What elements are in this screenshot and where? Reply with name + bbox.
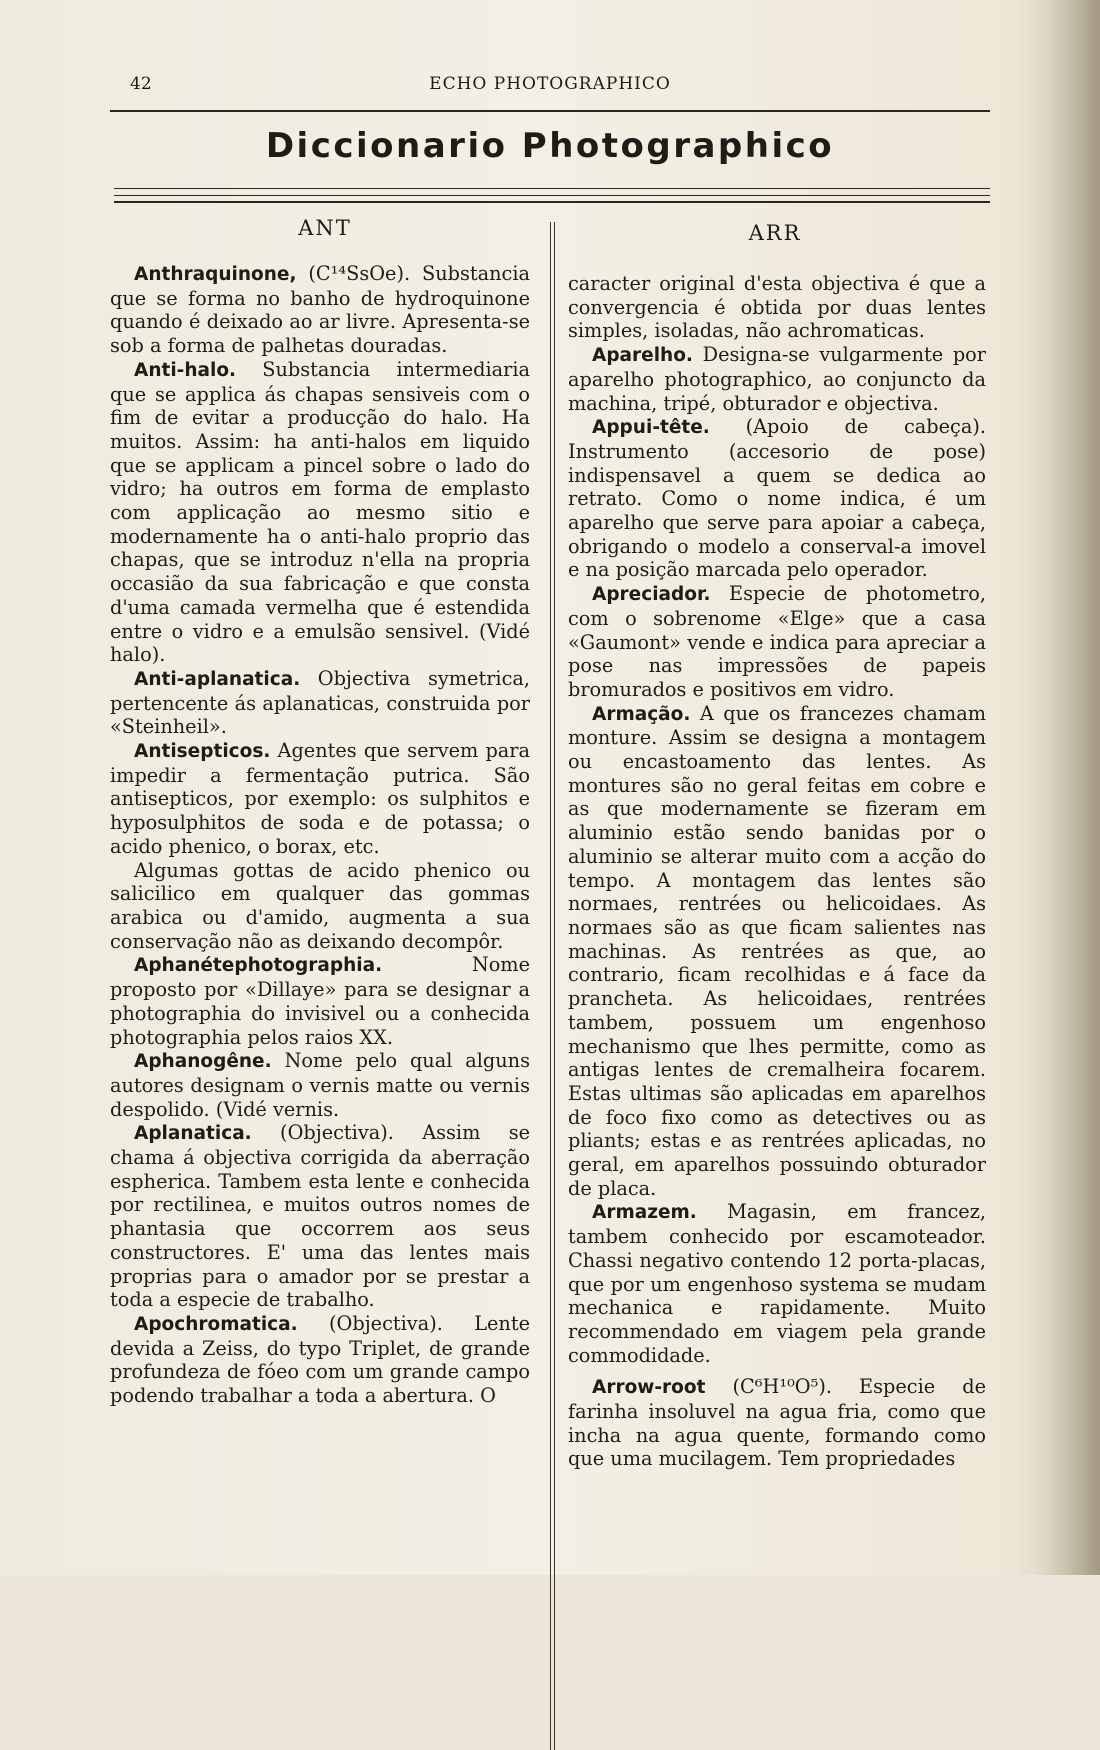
title-rule-top bbox=[114, 188, 990, 189]
entry-term: Apochromatica. bbox=[134, 1313, 298, 1335]
dictionary-paragraph bbox=[110, 859, 530, 954]
entry-text: Nome pelo qual alguns autores designam o vernis matte ou vernis despolido. (Vidé vernis. bbox=[110, 1049, 530, 1121]
entry-text: A que os francezes chamam monture. Assim se designa a montagem ou encastoamento das lentes. As montures são no geral feitas em cobre e as que modernamente se fizeram em aluminio estão sendo banidas por o aluminio se alterar muito com a acção do tempo. A montagem das lentes são normaes, rentrées ou helicoidaes. As normaes são as que ficam salientes nas machinas. As rentrées as que, ao contrario, ficam recolhidas e á face da prancheta. As helicoidaes, rentrées tambem, possuem um engenhoso mechanismo que lhes permitte, como as antigas lentes de cremalheira focarem. Estas ultimas são aplicadas em aparelhos de foco fixo como as detectives ou as pliants; estas e as rentrées aplicadas, no geral, em aparelhos possuindo obturador de placa. bbox=[568, 701, 986, 1200]
entry-term: Armazem. bbox=[592, 1202, 697, 1224]
entry-text: (Objectiva). Lente devida a Zeiss, do typo Triplet, de grande profundeza de fóeo com um grande campo podendo trabalhar a toda a abertura. O bbox=[110, 1311, 530, 1408]
page-header bbox=[110, 74, 990, 100]
entry-term: Apreciador. bbox=[592, 584, 711, 606]
column-divider-inner bbox=[554, 222, 555, 1750]
dictionary-entry bbox=[110, 1049, 530, 1121]
entry-term: Aphanogêne. bbox=[134, 1051, 272, 1073]
entry-text: (Objectiva). Assim se chama á objectiva corrigida da aberração espherica. Tambem esta lente e conhecida por rectilinea, e muitos outros nomes de phantasia que occorrem aos seus constructores. E' uma das lentes mais proprias para o amador por se prestar a toda a especie de trabalho. bbox=[110, 1121, 530, 1312]
entry-term: Antisepticos. bbox=[134, 741, 271, 763]
entry-text: (C¹⁴SsOe). Substancia que se forma no banho de hydroquinone quando é deixado ao ar livre. Apresenta-se sob a forma de palhetas douradas. bbox=[110, 262, 530, 358]
entry-text: Designa-se vulgarmente por aparelho photographico, ao conjuncto da machina, tripé, obturador e objectiva. bbox=[568, 343, 986, 415]
page-number: 42 bbox=[130, 74, 152, 94]
entry-text: Substancia intermediaria que se applica ás chapas sensiveis com o fim de evitar a producção do halo. Ha muitos. Assim: ha anti-halos em liquido que se applicam a pincel sobre o lado do vidro; ha outros em forma de emplasto com applicação ao mesmo sitio e modernamente ha o anti-halo proprio das chapas, que se introduz n'ella na propria occasião da sua fabricação e que consta d'uma camada vermelha que é estendida entre o vidro e a emulsão sensivel. (Vidé halo). bbox=[110, 357, 530, 667]
title-rule-bottom bbox=[114, 201, 990, 203]
continued-text: caracter original d'esta objectiva é que a convergencia é obtida por duas lentes simples, isoladas, não achromaticas. bbox=[568, 272, 986, 343]
entry-term: Anthraquinone, bbox=[134, 264, 297, 285]
right-column-heading: ARR bbox=[748, 221, 802, 245]
dictionary-entry bbox=[568, 702, 986, 1201]
entry-text: Especie de photometro, com o sobrenome «Elge» que a casa «Gaumont» vende e indica para apreciar a pose nas impressões de papeis bromurados e positivos em vidro. bbox=[568, 582, 986, 701]
running-head: ECHO PHOTOGRAPHICO bbox=[429, 74, 671, 94]
header-rule bbox=[110, 110, 990, 112]
entry-text: (C⁶H¹⁰O⁵). Especie de farinha insoluvel na agua fria, como que incha na agua quente, formando como que uma mucilagem. Tem propriedades bbox=[568, 1375, 986, 1471]
dictionary-entry bbox=[568, 343, 986, 415]
dictionary-entry bbox=[110, 953, 530, 1049]
entry-text: Magasin, em francez, tambem conhecido por escamoteador. Chassi negativo contendo 12 porta-placas, que por um engenhoso systema se mudam mechanica e rapidamente. Muito recommendado em viagem pela grande commodidade. bbox=[568, 1200, 986, 1367]
column-divider bbox=[550, 222, 551, 1750]
page-title: Diccionario Photographico bbox=[265, 126, 835, 166]
right-column bbox=[568, 272, 986, 1471]
entry-term: Aplanatica. bbox=[134, 1123, 252, 1145]
entry-term: Aparelho. bbox=[592, 345, 693, 367]
dictionary-entry bbox=[568, 582, 986, 702]
dictionary-entry bbox=[110, 739, 530, 859]
entry-term: Arrow-root bbox=[592, 1377, 706, 1399]
entry-term: Aphanétephotographia. bbox=[134, 955, 383, 977]
left-column bbox=[110, 262, 530, 1408]
entry-term: Appui-tête. bbox=[592, 417, 710, 439]
title-rule-middle bbox=[114, 195, 990, 196]
entry-term: Armação. bbox=[592, 703, 691, 725]
entry-term: Anti-halo. bbox=[134, 359, 237, 381]
dictionary-entry bbox=[568, 415, 986, 582]
dictionary-entry bbox=[110, 262, 530, 358]
entry-term: Anti-aplanatica. bbox=[134, 668, 301, 690]
page-edge-shadow bbox=[1042, 0, 1100, 1575]
dictionary-entry bbox=[110, 1121, 530, 1312]
entry-text: Nome proposto por «Dillaye» para se designar a photographia do invisivel ou a conhecida photographia pelos raios XX. bbox=[110, 953, 530, 1049]
dictionary-entry bbox=[110, 667, 530, 739]
dictionary-entry bbox=[110, 1312, 530, 1408]
dictionary-entry bbox=[568, 1375, 986, 1471]
entry-text: Algumas gottas de acido phenico ou salicilico em qualquer das gommas arabica ou d'amido, augmenta a sua conservação não as deixando decompôr. bbox=[110, 858, 530, 953]
entry-text: Objectiva symetrica, pertencente ás aplanaticas, construida por «Steinheil». bbox=[110, 666, 530, 739]
entry-text: (Apoio de cabeça). Instrumento (accesorio de pose) indispensavel a quem se dedica ao retrato. Como o nome indica, é um aparelho que serve para apoiar a cabeça, obrigando o modelo a conserval-a imovel e na posição marcada pelo operador. bbox=[568, 415, 986, 582]
dictionary-entry bbox=[110, 358, 530, 667]
dictionary-entry bbox=[568, 1200, 986, 1367]
entry-text: Agentes que servem para impedir a fermentação putrica. São antisepticos, por exemplo: os sulphitos e hyposulphitos de soda e de potassa; o acido phenico, o borax, etc. bbox=[110, 739, 530, 858]
left-column-heading: ANT bbox=[298, 216, 352, 240]
